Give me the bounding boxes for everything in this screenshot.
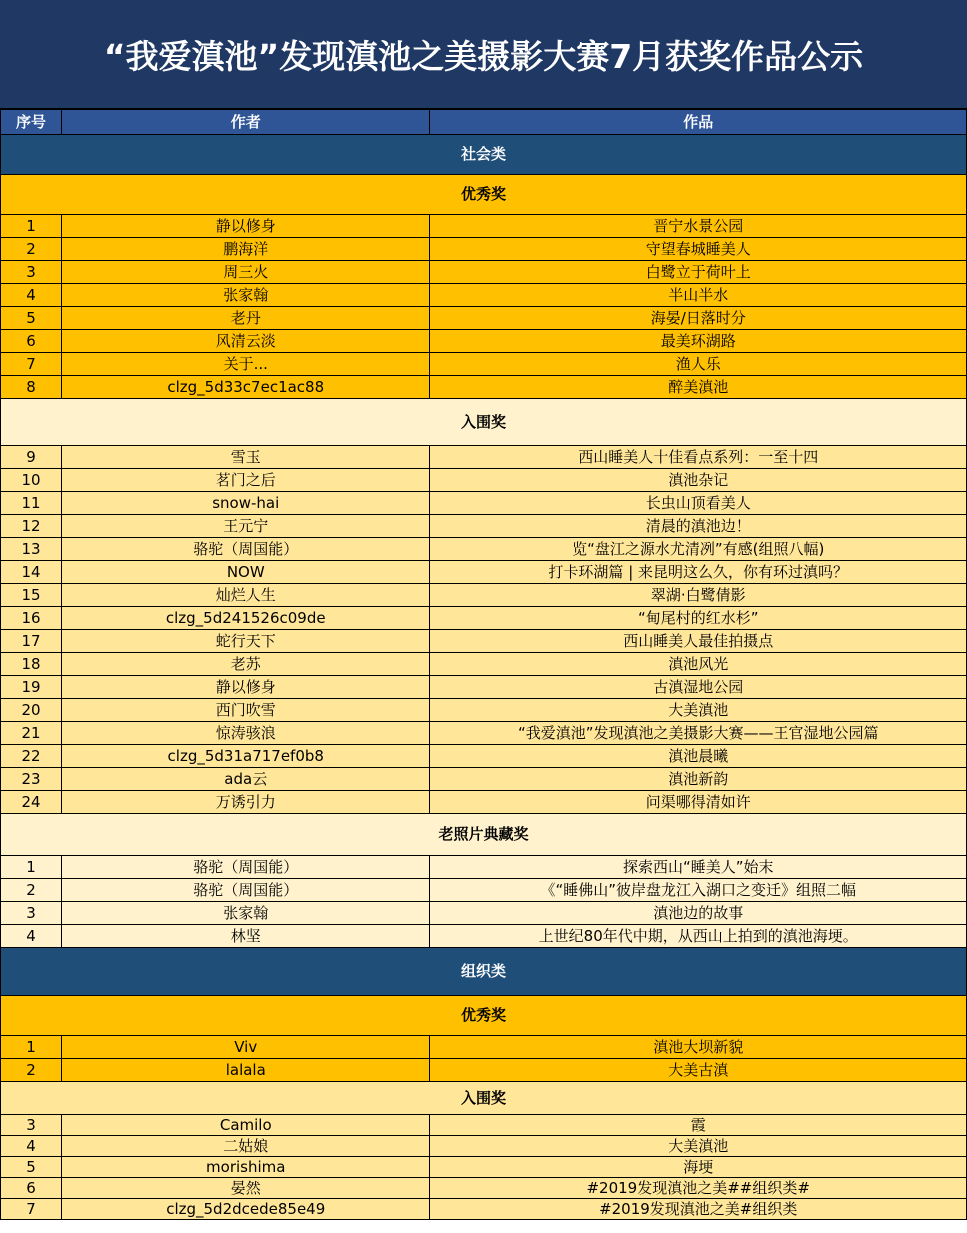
cell-work: 滇池大坝新貌 — [430, 1036, 967, 1059]
cell-author: 风清云淡 — [62, 330, 430, 353]
cell-author: 静以修身 — [62, 676, 430, 699]
cell-number: 7 — [1, 353, 62, 376]
cell-work: 渔人乐 — [430, 353, 967, 376]
cell-number: 8 — [1, 376, 62, 399]
cell-work: 半山半水 — [430, 284, 967, 307]
table-row — [1, 856, 967, 879]
cell-number: 9 — [1, 446, 62, 469]
cell-work: 最美环湖路 — [430, 330, 967, 353]
cell-number: 23 — [1, 768, 62, 791]
cell-author: 骆驼（周国能） — [62, 879, 430, 902]
table-row — [1, 584, 967, 607]
table-row — [1, 745, 967, 768]
section-row — [1, 1082, 967, 1115]
table-row — [1, 561, 967, 584]
cell-number: 2 — [1, 879, 62, 902]
cell-author: NOW — [62, 561, 430, 584]
cell-author: 鹏海洋 — [62, 238, 430, 261]
cell-author: 老丹 — [62, 307, 430, 330]
cell-number: 4 — [1, 1136, 62, 1157]
table-row — [1, 607, 967, 630]
cell-number: 22 — [1, 745, 62, 768]
category-title: 社会类 — [1, 135, 967, 175]
cell-work: 守望春城睡美人 — [430, 238, 967, 261]
table-row — [1, 492, 967, 515]
table-row — [1, 722, 967, 745]
cell-work: 探索西山“睡美人”始末 — [430, 856, 967, 879]
cell-author: Camilo — [62, 1115, 430, 1136]
cell-work: 滇池风光 — [430, 653, 967, 676]
cell-number: 1 — [1, 1036, 62, 1059]
table-row — [1, 284, 967, 307]
table-row — [1, 538, 967, 561]
page-title: “我爱滇池”发现滇池之美摄影大赛7月获奖作品公示 — [0, 0, 967, 109]
category-row — [1, 948, 967, 996]
cell-author: 雪玉 — [62, 446, 430, 469]
cell-number: 15 — [1, 584, 62, 607]
cell-number: 24 — [1, 791, 62, 814]
cell-author: 万诱引力 — [62, 791, 430, 814]
cell-author: 张家翰 — [62, 902, 430, 925]
cell-work: 上世纪80年代中期，从西山上拍到的滇池海埂。 — [430, 925, 967, 948]
cell-number: 17 — [1, 630, 62, 653]
table-header-row — [1, 110, 967, 135]
cell-number: 10 — [1, 469, 62, 492]
cell-author: snow-hai — [62, 492, 430, 515]
cell-number: 19 — [1, 676, 62, 699]
cell-number: 1 — [1, 215, 62, 238]
section-title: 优秀奖 — [1, 996, 967, 1036]
cell-author: ada云 — [62, 768, 430, 791]
cell-work: 晋宁水景公园 — [430, 215, 967, 238]
cell-work: 醉美滇池 — [430, 376, 967, 399]
cell-work: 问渠哪得清如许 — [430, 791, 967, 814]
cell-work: 大美古滇 — [430, 1059, 967, 1082]
table-row — [1, 446, 967, 469]
table-row — [1, 925, 967, 948]
cell-author: 惊涛骇浪 — [62, 722, 430, 745]
cell-work: “甸尾村的红水杉” — [430, 607, 967, 630]
cell-work: 白鹭立于荷叶上 — [430, 261, 967, 284]
cell-work: 滇池边的故事 — [430, 902, 967, 925]
table-row — [1, 307, 967, 330]
table-row — [1, 699, 967, 722]
cell-work: 西山睡美人最佳拍摄点 — [430, 630, 967, 653]
cell-work: 打卡环湖篇 | 来昆明这么久，你有环过滇吗？ — [430, 561, 967, 584]
cell-work: 翠湖·白鹭倩影 — [430, 584, 967, 607]
cell-number: 14 — [1, 561, 62, 584]
cell-work: 古滇湿地公园 — [430, 676, 967, 699]
cell-author: clzg_5d31a717ef0b8 — [62, 745, 430, 768]
cell-number: 13 — [1, 538, 62, 561]
cell-author: 周三火 — [62, 261, 430, 284]
cell-author: 二姑娘 — [62, 1136, 430, 1157]
cell-number: 3 — [1, 902, 62, 925]
cell-author: 骆驼（周国能） — [62, 856, 430, 879]
cell-number: 20 — [1, 699, 62, 722]
cell-author: morishima — [62, 1157, 430, 1178]
cell-number: 3 — [1, 1115, 62, 1136]
cell-author: clzg_5d2dcede85e49 — [62, 1199, 430, 1220]
cell-number: 16 — [1, 607, 62, 630]
table-row — [1, 630, 967, 653]
cell-author: 老苏 — [62, 653, 430, 676]
table-row — [1, 1136, 967, 1157]
cell-work: #2019发现滇池之美##组织类# — [430, 1178, 967, 1199]
cell-work: 长虫山顶看美人 — [430, 492, 967, 515]
table-row — [1, 515, 967, 538]
cell-number: 4 — [1, 925, 62, 948]
cell-work: #2019发现滇池之美#组织类 — [430, 1199, 967, 1220]
cell-work: 大美滇池 — [430, 699, 967, 722]
column-header-author: 作者 — [62, 110, 430, 135]
table-row — [1, 1059, 967, 1082]
cell-work: 西山睡美人十佳看点系列：一至十四 — [430, 446, 967, 469]
cell-number: 6 — [1, 1178, 62, 1199]
cell-author: clzg_5d33c7ec1ac88 — [62, 376, 430, 399]
cell-author: 关于... — [62, 353, 430, 376]
table-row — [1, 791, 967, 814]
cell-number: 5 — [1, 307, 62, 330]
cell-number: 2 — [1, 238, 62, 261]
table-row — [1, 902, 967, 925]
section-title: 入围奖 — [1, 1082, 967, 1115]
cell-author: 王元宁 — [62, 515, 430, 538]
cell-author: 静以修身 — [62, 215, 430, 238]
cell-author: Viv — [62, 1036, 430, 1059]
cell-author: 林坚 — [62, 925, 430, 948]
cell-work: 滇池杂记 — [430, 469, 967, 492]
cell-number: 4 — [1, 284, 62, 307]
cell-author: 蛇行天下 — [62, 630, 430, 653]
table-row — [1, 1115, 967, 1136]
table-row — [1, 768, 967, 791]
section-row — [1, 814, 967, 856]
category-title: 组织类 — [1, 948, 967, 996]
cell-number: 5 — [1, 1157, 62, 1178]
cell-number: 2 — [1, 1059, 62, 1082]
section-title: 入围奖 — [1, 399, 967, 446]
table-row — [1, 330, 967, 353]
cell-work: 霞 — [430, 1115, 967, 1136]
table-row — [1, 469, 967, 492]
section-row — [1, 399, 967, 446]
table-row — [1, 1157, 967, 1178]
table-row — [1, 1036, 967, 1059]
column-header-work: 作品 — [430, 110, 967, 135]
table-row — [1, 238, 967, 261]
table-row — [1, 653, 967, 676]
cell-number: 11 — [1, 492, 62, 515]
cell-work: “我爱滇池”发现滇池之美摄影大赛——王官湿地公园篇 — [430, 722, 967, 745]
section-title: 老照片典藏奖 — [1, 814, 967, 856]
cell-work: 海晏/日落时分 — [430, 307, 967, 330]
cell-work: 滇池新韵 — [430, 768, 967, 791]
cell-work: 滇池晨曦 — [430, 745, 967, 768]
cell-number: 7 — [1, 1199, 62, 1220]
cell-work: 清晨的滇池边！ — [430, 515, 967, 538]
table-row — [1, 676, 967, 699]
cell-author: 骆驼（周国能） — [62, 538, 430, 561]
table-row — [1, 353, 967, 376]
table-row — [1, 215, 967, 238]
cell-number: 3 — [1, 261, 62, 284]
column-header-number: 序号 — [1, 110, 62, 135]
cell-number: 18 — [1, 653, 62, 676]
cell-author: 晏然 — [62, 1178, 430, 1199]
cell-work: 览“盘江之源水尤清冽”有感(组照八幅) — [430, 538, 967, 561]
table-row — [1, 1178, 967, 1199]
table-row — [1, 261, 967, 284]
table-row — [1, 376, 967, 399]
awards-table — [0, 109, 967, 1220]
section-row — [1, 175, 967, 215]
cell-number: 21 — [1, 722, 62, 745]
table-row — [1, 879, 967, 902]
cell-work: 大美滇池 — [430, 1136, 967, 1157]
cell-author: 灿烂人生 — [62, 584, 430, 607]
section-row — [1, 996, 967, 1036]
section-title: 优秀奖 — [1, 175, 967, 215]
cell-author: 张家翰 — [62, 284, 430, 307]
table-row — [1, 1199, 967, 1220]
cell-author: 西门吹雪 — [62, 699, 430, 722]
cell-number: 1 — [1, 856, 62, 879]
cell-number: 12 — [1, 515, 62, 538]
cell-author: clzg_5d241526c09de — [62, 607, 430, 630]
cell-number: 6 — [1, 330, 62, 353]
cell-author: 茗门之后 — [62, 469, 430, 492]
cell-author: lalala — [62, 1059, 430, 1082]
category-row — [1, 135, 967, 175]
cell-work: 《“睡佛山”彼岸盘龙江入湖口之变迁》组照二幅 — [430, 879, 967, 902]
cell-work: 海埂 — [430, 1157, 967, 1178]
